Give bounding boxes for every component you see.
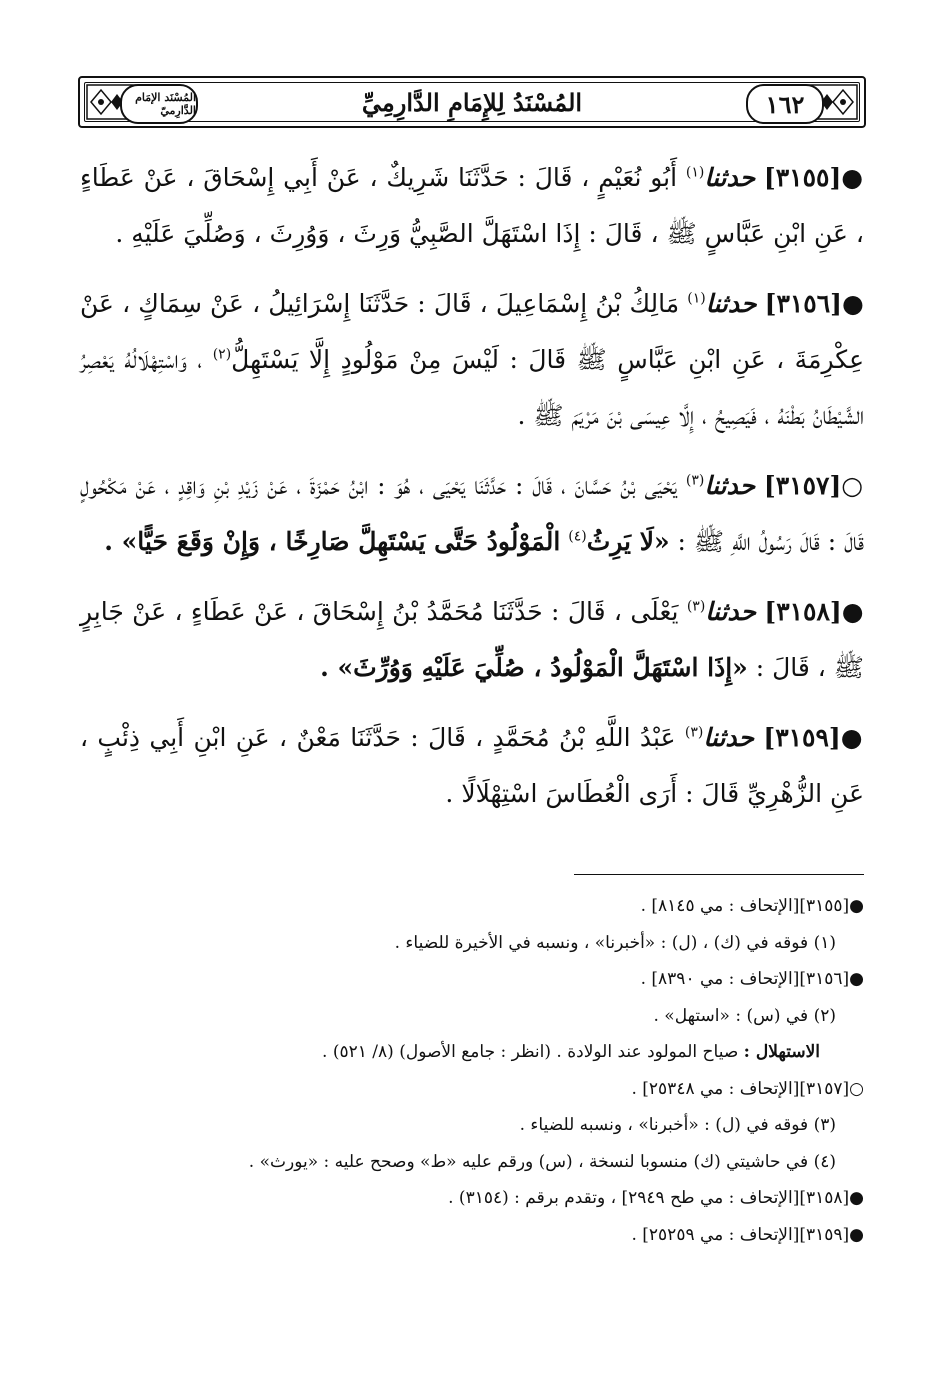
note-marker: ● bbox=[849, 896, 864, 916]
note-text: (٤) في حاشيتي (ك) منسوبا لنسخة ، (س) ورقم عليه «ط» وصحح عليه : «يورث» . bbox=[248, 1151, 836, 1172]
entry-marker: ● bbox=[841, 163, 864, 192]
hadith-text: عَبْدُ اللَّهِ بْنُ مُحَمَّدٍ ، قَالَ : حَدَّثَنَا مَعْنٌ ، عَنِ ابْنِ أَبِي ذِئْبٍ ، عَنِ الزُّهْرِيِّ قَالَ : أَرَى الْعُطَاسَ اسْتِهْلَالًا . bbox=[80, 723, 864, 808]
haddathana-word: حدثنا bbox=[704, 163, 756, 192]
haddathana-word: حدثنا bbox=[704, 471, 756, 500]
footnote-3 bbox=[80, 1107, 864, 1144]
note-marker: ● bbox=[849, 969, 864, 989]
note-marker: ● bbox=[849, 1188, 864, 1208]
note-text: [٣١٥٨][الإتحاف : مي طح ٢٩٤٩] ، وتقدم برقم : (٣١٥٤) . bbox=[448, 1188, 850, 1208]
footnotes bbox=[80, 888, 864, 1253]
gloss-istihlal bbox=[80, 1034, 864, 1071]
note-marker: ○ bbox=[849, 1078, 864, 1099]
hadith-number: [٣١٥٨] bbox=[764, 597, 842, 626]
footnote-4 bbox=[80, 1144, 864, 1181]
hadith-text: مَالِكُ بْنُ إِسْمَاعِيلَ ، قَالَ : حَدَّثَنَا إِسْرَائِيلُ ، عَنْ سِمَاكٍ ، عَنْ عِكْرِمَةَ ، عَنِ ابْنِ عَبَّاسٍ ﷺ قَالَ : لَيْسَ مِنْ مَوْلُودٍ إِلَّا يَسْتَهِلُّ bbox=[80, 289, 864, 374]
note-text: [٣١٥٩][الإتحاف : مي ٢٥٢٥٩] . bbox=[631, 1224, 850, 1245]
note-text: [٣١٥٧][الإتحاف : مي ٢٥٣٤٨] . bbox=[631, 1078, 850, 1099]
footnote-ref: (٤) bbox=[568, 528, 587, 545]
footnote-ref-3155 bbox=[80, 888, 864, 925]
header-emblem bbox=[120, 84, 198, 124]
footnote-1 bbox=[80, 925, 864, 962]
note-text: [٣١٥٥][الإتحاف : مي ٨١٤٥] . bbox=[640, 896, 850, 916]
footnote-ref: (٣) bbox=[684, 724, 704, 741]
hadith-text: يَعْلَى ، قَالَ : حَدَّثَنَا مُحَمَّدُ بْنُ إِسْحَاقَ ، عَنْ عَطَاءٍ ، عَنْ جَابِرٍ ﷺ ، قَالَ : bbox=[80, 597, 864, 682]
hadith-text-cont: ، وَاسْتِهْلَالُهُ يَعْصِرُ الشَّيْطَانُ بَطْنَهُ ، فَيَصِيحُ ، إِلَّا عِيسَى بْنَ مَرْيَمَ ﷺ . bbox=[80, 345, 864, 430]
haddathana-word: حدثنا bbox=[703, 723, 755, 752]
footnote-separator bbox=[574, 874, 864, 875]
page-number: ١٦٢ bbox=[765, 89, 805, 119]
note-text: صياح المولود عند الولادة . (انظر : جامع الأصول) (٨/ ٥٢١) . bbox=[322, 1042, 739, 1062]
footnote-ref: (٣) bbox=[685, 472, 705, 489]
running-title: المُسْنَدُ لِلإِمَامِ الدَّارِمِيِّ bbox=[361, 87, 583, 117]
footnote-2 bbox=[80, 998, 864, 1035]
haddathana-word: حدثنا bbox=[705, 289, 757, 318]
hadith-text: يَحْيَى بْنُ حَسَّانَ ، قَالَ : حَدَّثَنَا يَحْيَى ، هُوَ : ابْنُ حَمْزَةَ ، عَنْ زَيْدِ بْنِ وَاقِدٍ ، عَنْ مَكْحُولٍ قَالَ : قَالَ رَسُولُ اللَّهِ ﷺ : bbox=[80, 471, 864, 556]
footnote-ref: (٢) bbox=[212, 346, 232, 363]
footnote-ref: (١) bbox=[685, 164, 705, 181]
entry-marker: ● bbox=[842, 289, 864, 318]
hadith-3159 bbox=[80, 710, 864, 822]
entry-marker: ○ bbox=[841, 471, 864, 500]
note-text: (٣) فوقه في (ل) : «أخبرنا» ، ونسبه للضياء . bbox=[519, 1115, 836, 1135]
hadith-3156 bbox=[80, 276, 864, 444]
haddathana-word: حدثنا bbox=[705, 597, 756, 626]
entry-marker: ● bbox=[840, 723, 864, 752]
hadith-number: [٣١٥٩] bbox=[763, 723, 841, 752]
hadith-number: [٣١٥٦] bbox=[764, 289, 842, 318]
hadith-number: [٣١٥٧] bbox=[763, 471, 842, 500]
hadith-number: [٣١٥٥] bbox=[763, 163, 842, 192]
hadith-body bbox=[80, 150, 864, 836]
prophetic-quote: «لَا يَرِثُ bbox=[586, 527, 670, 556]
note-text: [٣١٥٦][الإتحاف : مي ٨٣٩٠] . bbox=[640, 969, 850, 989]
page-header bbox=[78, 76, 866, 128]
prophetic-quote: «إِذَا اسْتَهَلَّ الْمَوْلُودُ ، صُلِّيَ عَلَيْهِ وَوُرِّثَ» . bbox=[320, 653, 748, 682]
entry-marker: ● bbox=[841, 597, 864, 626]
hadith-3155 bbox=[80, 150, 864, 262]
footnote-ref: (٣) bbox=[686, 598, 706, 615]
prophetic-quote-cont: الْمَوْلُودُ حَتَّى يَسْتَهِلَّ صَارِخًا ، وَإِنْ وَقَعَ حَيًّا» . bbox=[104, 527, 561, 556]
hadith-3157 bbox=[80, 458, 864, 570]
hadith-3158 bbox=[80, 584, 864, 696]
footnote-ref-3158 bbox=[80, 1180, 864, 1217]
header-emblem-text: المُسْنَد الإمَام الدَّارِميّ bbox=[135, 91, 196, 117]
hadith-text: أَبُو نُعَيْمٍ ، قَالَ : حَدَّثَنَا شَرِيكٌ ، عَنْ أَبِي إِسْحَاقَ ، عَنْ عَطَاءٍ ، عَنِ ابْنِ عَبَّاسٍ ﷺ ، قَالَ : إِذَا اسْتَهَلَّ الصَّبِيُّ وَرِثَ ، وَوُرِثَ ، وَصُلِّيَ عَلَيْهِ . bbox=[80, 163, 864, 248]
footnote-ref-3159 bbox=[80, 1217, 864, 1254]
footnote-ref-3157 bbox=[80, 1071, 864, 1108]
page-number-medallion bbox=[746, 84, 824, 124]
note-text: (١) فوقه في (ك) ، (ل) : «أخبرنا» ، ونسبه في الأخيرة للضياء . bbox=[394, 932, 836, 953]
footnote-ref-3156 bbox=[80, 961, 864, 998]
gloss-term: الاستهلال : bbox=[743, 1042, 820, 1062]
note-text: (٢) في (س) : «استهل» . bbox=[653, 1005, 836, 1026]
note-marker: ● bbox=[849, 1224, 864, 1245]
footnote-ref: (١) bbox=[687, 290, 706, 307]
